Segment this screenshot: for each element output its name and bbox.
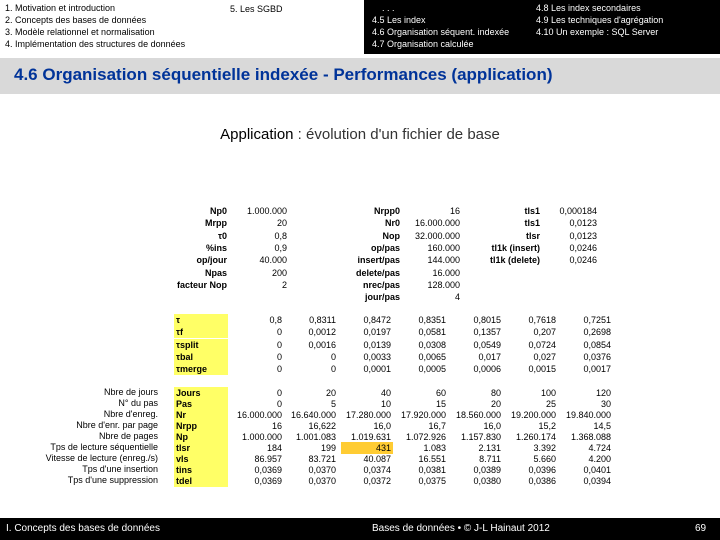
- main-cell: 60: [435, 388, 446, 398]
- tau-cell: 0,0308: [418, 339, 446, 350]
- main-row-label: Np: [174, 431, 228, 443]
- main-cell: 5.660: [533, 454, 556, 464]
- tau-cell: 0,017: [478, 351, 501, 362]
- tau-row-label: τsplit: [174, 339, 228, 351]
- tau-cell: 0,0006: [473, 364, 501, 375]
- outline-item-5[interactable]: 5. Les SGBD: [230, 4, 283, 14]
- outline-ellipsis: . . .: [382, 3, 395, 13]
- main-cell: 83.721: [308, 454, 336, 464]
- outline-item-4-5[interactable]: 4.5 Les index: [372, 15, 426, 25]
- main-cell: 0,0396: [528, 465, 556, 475]
- tau-row-label: τf: [174, 326, 228, 338]
- title-bar: [0, 58, 720, 94]
- param-value: 0,0246: [569, 242, 597, 253]
- main-row-label: tlsr: [174, 442, 228, 454]
- main-cell: 0,0372: [363, 476, 391, 486]
- main-cell: 25: [545, 399, 556, 409]
- main-cell: 3.392: [533, 443, 556, 453]
- param-label: Nrpp0: [373, 206, 400, 216]
- param-value: 16.000: [432, 267, 460, 278]
- param-value: 0,0246: [569, 255, 597, 266]
- main-cell: 431: [341, 442, 393, 454]
- param-label: delete/pas: [355, 267, 400, 278]
- outline-item-4-6[interactable]: 4.6 Organisation séquent. indexée: [372, 27, 510, 37]
- main-cell: 16,0: [373, 421, 391, 431]
- row-description: Nbre d'enr. par page: [76, 420, 158, 430]
- main-cell: 1.000.000: [241, 432, 282, 442]
- param-value: 160.000: [427, 242, 460, 253]
- param-value: 0,0123: [569, 230, 597, 241]
- param-label: tl1k (delete): [489, 255, 540, 266]
- subtitle-application: Application: [220, 126, 294, 143]
- main-cell: 0,0370: [308, 476, 336, 486]
- row-description: Nbre de pages: [98, 431, 158, 441]
- main-cell: 16.000.000: [236, 410, 282, 420]
- tau-cell: 0,0005: [418, 364, 446, 375]
- tau-cell: 0,0724: [528, 339, 556, 350]
- tau-cell: 0,7618: [528, 315, 556, 325]
- page-number: 69: [695, 523, 707, 534]
- tau-cell: 0,0139: [363, 339, 391, 350]
- tau-cell: 0,027: [533, 351, 556, 362]
- main-cell: 8.711: [479, 454, 501, 464]
- param-value: 16.000.000: [414, 218, 460, 229]
- tau-cell: 0: [276, 364, 282, 375]
- param-label: jour/pas: [364, 292, 400, 303]
- tau-row-label: τmerge: [174, 363, 228, 375]
- param-label: Nop: [382, 230, 400, 241]
- main-cell: 100: [540, 388, 556, 398]
- main-row-label: Nrpp: [174, 420, 228, 432]
- param-value: 0,8: [274, 230, 287, 241]
- tau-cell: 0,0012: [308, 327, 336, 338]
- main-cell: 16.551: [418, 454, 446, 464]
- param-value: 1.000.000: [246, 206, 287, 216]
- main-cell: 14,5: [593, 421, 611, 431]
- tau-cell: 0: [276, 351, 282, 362]
- main-cell: 0,0369: [254, 465, 282, 475]
- tau-cell: 0,0033: [363, 351, 391, 362]
- tau-row-label: τ: [174, 314, 228, 326]
- main-cell: 16,0: [483, 421, 501, 431]
- tau-cell: 0,8311: [309, 315, 336, 325]
- main-cell: 4.724: [588, 443, 611, 453]
- main-cell: 0,0374: [363, 465, 391, 475]
- main-cell: 1.260.174: [515, 432, 556, 442]
- main-row-label: Jours: [174, 387, 228, 399]
- tau-cell: 0: [276, 339, 282, 350]
- main-cell: 120: [595, 388, 611, 398]
- main-row-label: Nr: [174, 409, 228, 421]
- tau-cell: 0,8015: [473, 315, 501, 325]
- main-cell: 20: [490, 399, 501, 409]
- param-value: 32.000.000: [414, 230, 460, 241]
- main-cell: 0,0401: [583, 465, 611, 475]
- param-label: op/jour: [196, 255, 227, 266]
- main-cell: 4.200: [588, 454, 611, 464]
- param-value: 128.000: [427, 279, 460, 290]
- row-description: Tps d'une insertion: [82, 464, 158, 474]
- row-description: Tps d'une suppression: [67, 475, 158, 485]
- param-label: tls1: [524, 218, 540, 229]
- param-label: insert/pas: [357, 255, 400, 266]
- main-cell: 20: [325, 388, 336, 398]
- row-description: Nbre d'enreg.: [103, 409, 158, 419]
- outline-item-2[interactable]: 2. Concepts des bases de données: [5, 15, 147, 25]
- outline-item-4-7[interactable]: 4.7 Organisation calculée: [372, 39, 474, 49]
- main-cell: 1.368.088: [570, 432, 611, 442]
- tau-cell: 0,7251: [583, 315, 611, 325]
- tau-cell: 0,0549: [473, 339, 501, 350]
- main-cell: 86.957: [254, 454, 282, 464]
- tau-cell: 0: [330, 351, 336, 362]
- main-cell: 0: [276, 388, 282, 398]
- page-title: 4.6 Organisation séquentielle indexée - Performances (application): [14, 65, 553, 84]
- main-cell: 80: [490, 388, 501, 398]
- param-label: nrec/pas: [362, 279, 400, 290]
- tau-row-label: τbal: [174, 351, 228, 363]
- param-label: Np0: [209, 206, 227, 216]
- main-cell: 19.200.000: [510, 410, 556, 420]
- main-cell: 16: [271, 421, 282, 431]
- tau-cell: 0,0015: [528, 364, 556, 375]
- main-cell: 184: [266, 443, 282, 453]
- main-row-label: tdel: [174, 475, 228, 487]
- param-value: 0,000184: [559, 206, 597, 216]
- param-label: Npas: [204, 267, 227, 278]
- main-cell: 19.840.000: [565, 410, 611, 420]
- param-value: 0,0123: [569, 218, 597, 229]
- outline-item-4-10[interactable]: 4.10 Un exemple : SQL Server: [536, 27, 659, 37]
- param-label: tls1: [524, 206, 540, 216]
- tau-cell: 0,0854: [583, 339, 611, 350]
- header: [0, 0, 720, 54]
- footer-copyright: Bases de données • © J-L Hainaut 2012: [372, 523, 550, 534]
- main-cell: 1.019.631: [350, 432, 391, 442]
- main-cell: 0,0381: [418, 465, 446, 475]
- main-cell: 0,0389: [473, 465, 501, 475]
- outline-item-4-9[interactable]: 4.9 Les techniques d'agrégation: [536, 15, 664, 25]
- outline-item-3[interactable]: 3. Modèle relationnel et normalisation: [5, 27, 155, 37]
- tau-cell: 0,8351: [418, 315, 446, 325]
- param-label: Mrpp: [205, 218, 227, 229]
- main-cell: 0,0375: [418, 476, 446, 486]
- param-label: op/pas: [370, 242, 400, 253]
- main-cell: 10: [380, 399, 391, 409]
- tau-cell: 0,2698: [583, 327, 611, 338]
- param-label: Nr0: [384, 218, 400, 229]
- header-outline-right: [364, 0, 720, 54]
- param-value: 2: [281, 279, 287, 290]
- outline-item-1[interactable]: 1. Motivation et introduction: [5, 3, 116, 13]
- main-cell: 16,622: [308, 421, 336, 431]
- row-description: Nbre de jours: [103, 387, 158, 397]
- main-cell: 0,0370: [308, 465, 336, 475]
- tau-cell: 0: [330, 364, 336, 375]
- param-value: 20: [276, 218, 287, 229]
- param-value: 144.000: [427, 255, 460, 266]
- outline-item-4[interactable]: 4. Implémentation des structures de données: [5, 39, 186, 49]
- main-cell: 1.083: [423, 443, 446, 453]
- main-cell: 0,0394: [583, 476, 611, 486]
- subtitle-description: : évolution d'un fichier de base: [293, 126, 500, 143]
- tau-cell: 0,8: [269, 315, 282, 325]
- tau-cell: 0,0016: [308, 339, 336, 350]
- tau-cell: 0,1357: [473, 327, 501, 338]
- main-cell: 5: [330, 399, 336, 409]
- main-cell: 18.560.000: [455, 410, 501, 420]
- param-label: tl1k (insert): [491, 242, 540, 253]
- tau-cell: 0,8472: [363, 315, 391, 325]
- row-description: Vitesse de lecture (enreg./s): [45, 453, 158, 463]
- main-cell: 1.072.926: [405, 432, 446, 442]
- param-label: tlsr: [525, 230, 540, 241]
- tau-cell: 0,0017: [583, 364, 611, 375]
- main-cell: 40: [380, 388, 391, 398]
- footer: [0, 518, 720, 540]
- row-descriptions: [0, 387, 158, 486]
- outline-item-4-8[interactable]: 4.8 Les index secondaires: [536, 3, 641, 13]
- tau-cell: 0,0197: [363, 327, 391, 338]
- main-cell: 1.157.830: [460, 432, 501, 442]
- main-cell: 1.001.083: [295, 432, 336, 442]
- main-cell: 17.280.000: [345, 410, 391, 420]
- main-cell: 0,0380: [473, 476, 501, 486]
- tau-cell: 0,0376: [583, 351, 611, 362]
- main-cell: 199: [320, 443, 336, 453]
- param-value: 0,9: [274, 242, 287, 253]
- main-cell: 15: [435, 399, 446, 409]
- param-label: facteur Nop: [176, 279, 227, 290]
- main-cell: 16,7: [428, 421, 446, 431]
- param-label: τ0: [217, 230, 227, 241]
- main-cell: 2.131: [478, 443, 501, 453]
- main-cell: 30: [600, 399, 611, 409]
- main-cell: 40.087: [363, 454, 391, 464]
- param-label: %ins: [205, 242, 227, 253]
- main-cell: 15,2: [538, 421, 556, 431]
- subtitle: [0, 126, 720, 143]
- main-row-label: vls: [174, 453, 228, 465]
- tau-cell: 0,0001: [363, 364, 391, 375]
- param-value: 40.000: [259, 255, 287, 266]
- tau-cell: 0,0581: [418, 327, 446, 338]
- main-cell: 17.920.000: [400, 410, 446, 420]
- row-description: N° du pas: [118, 398, 158, 408]
- main-row-label: Pas: [174, 398, 228, 410]
- footer-chapter: I. Concepts des bases de données: [6, 523, 160, 534]
- main-row-label: tins: [174, 464, 228, 476]
- tau-cell: 0,0065: [418, 351, 446, 362]
- tau-cell: 0,207: [533, 327, 556, 338]
- param-value: 4: [454, 292, 460, 303]
- header-outline-left: [0, 0, 364, 54]
- main-cell: 16.640.000: [290, 410, 336, 420]
- main-cell: 0,0369: [254, 476, 282, 486]
- main-cell: 0: [276, 399, 282, 409]
- main-cell: 0,0386: [528, 476, 556, 486]
- param-value: 16: [449, 206, 460, 216]
- param-value: 200: [271, 267, 287, 278]
- row-description: Tps de lecture séquentielle: [50, 442, 158, 452]
- tau-cell: 0: [276, 327, 282, 338]
